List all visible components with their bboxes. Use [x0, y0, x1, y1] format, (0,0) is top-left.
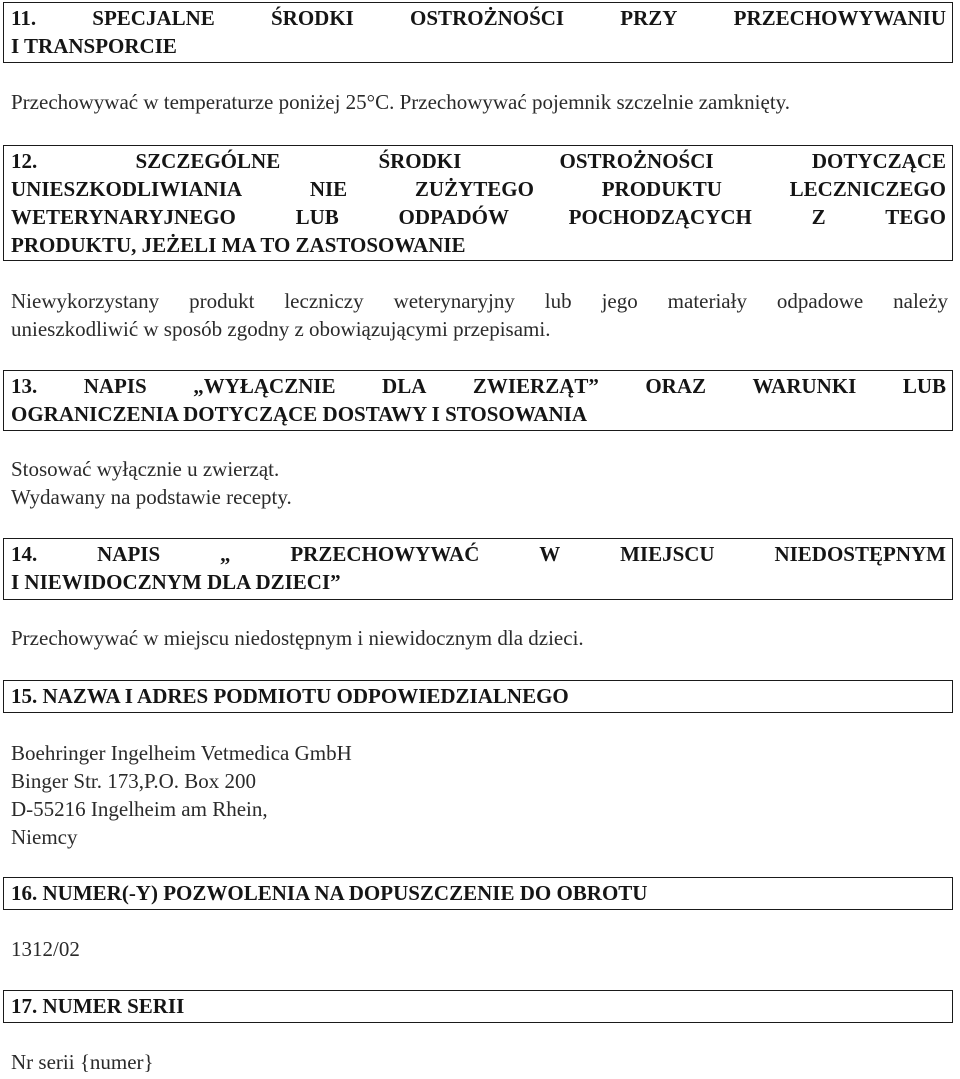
word: Z — [811, 205, 826, 229]
section-13-heading-line1 — [11, 372, 952, 400]
word: UNIESZKODLIWIANIA — [11, 177, 243, 201]
section-11-heading — [3, 2, 953, 63]
word: 12. — [11, 149, 38, 173]
word: SZCZEGÓLNE — [135, 149, 281, 173]
word: LUB — [902, 374, 946, 398]
section-16-heading — [3, 877, 953, 910]
word: lub — [544, 289, 572, 313]
word: MIEJSCU — [620, 542, 715, 566]
word: jego — [601, 289, 638, 313]
section-12-heading-line1 — [11, 147, 952, 175]
word: NIE — [309, 177, 348, 201]
section-15-heading — [3, 680, 953, 713]
address-country: Niemcy — [11, 825, 78, 849]
word: TEGO — [885, 205, 946, 229]
address-street: Binger Str. 173,P.O. Box 200 — [11, 769, 257, 793]
word: ŚRODKI — [378, 149, 462, 173]
word: OSTROŻNOŚCI — [559, 149, 714, 173]
section-14-body: Przechowywać w miejscu niedostępnym i niewidocznym dla dzieci. — [11, 626, 584, 650]
word: należy — [893, 289, 948, 313]
word: PRZECHOWYWANIU — [733, 6, 946, 30]
section-12-heading-line4: PRODUKTU, JEŻELI MA TO ZASTOSOWANIE — [11, 233, 466, 257]
word: PRZY — [620, 6, 678, 30]
word: SPECJALNE — [92, 6, 215, 30]
authorisation-number: 1312/02 — [11, 937, 80, 961]
word: OSTROŻNOŚCI — [410, 6, 565, 30]
word: NAPIS — [83, 374, 147, 398]
word: 14. — [11, 542, 38, 566]
word: NAPIS — [97, 542, 161, 566]
word: weterynaryjny — [393, 289, 515, 313]
section-13-body-line2: Wydawany na podstawie recepty. — [11, 485, 292, 509]
section-11-heading-line1 — [11, 4, 952, 32]
word: ODPADÓW — [398, 205, 509, 229]
section-13-body-line1: Stosować wyłącznie u zwierząt. — [11, 457, 280, 481]
section-14-heading-line1 — [11, 540, 952, 568]
word: materiały — [667, 289, 747, 313]
section-17-heading-text: 17. NUMER SERII — [11, 994, 185, 1018]
word: LUB — [295, 205, 339, 229]
section-12-heading — [3, 145, 953, 261]
word: WARUNKI — [752, 374, 857, 398]
word: ŚRODKI — [271, 6, 354, 30]
section-13-heading — [3, 370, 953, 431]
batch-number: Nr serii {numer} — [11, 1050, 154, 1074]
word: DLA — [382, 374, 427, 398]
word: LECZNICZEGO — [789, 177, 946, 201]
section-15-heading-text: 15. NAZWA I ADRES PODMIOTU ODPOWIEDZIALNEGO — [11, 684, 569, 708]
section-16-heading-text: 16. NUMER(-Y) POZWOLENIA NA DOPUSZCZENIE DO OBROTU — [11, 881, 648, 905]
section-17-heading — [3, 990, 953, 1023]
section-14-heading-line2: I NIEWIDOCZNYM DLA DZIECI” — [11, 570, 341, 594]
section-13-heading-line2: OGRANICZENIA DOTYCZĄCE DOSTAWY I STOSOWANIA — [11, 402, 588, 426]
word: POCHODZĄCYCH — [568, 205, 752, 229]
word: produkt — [189, 289, 255, 313]
word: WETERYNARYJNEGO — [11, 205, 236, 229]
word: 13. — [11, 374, 38, 398]
address-city: D-55216 Ingelheim am Rhein, — [11, 797, 268, 821]
section-12-heading-line2 — [11, 175, 952, 203]
word: ORAZ — [645, 374, 707, 398]
word: DOTYCZĄCE — [811, 149, 946, 173]
word: „ — [219, 542, 231, 566]
word: ZWIERZĄT” — [472, 374, 599, 398]
word: NIEDOSTĘPNYM — [774, 542, 946, 566]
section-12-heading-line3 — [11, 203, 952, 231]
word: PRZECHOWYWAĆ — [290, 542, 480, 566]
section-14-heading — [3, 538, 953, 600]
word: PRODUKTU — [601, 177, 722, 201]
word: 11. — [11, 6, 37, 30]
section-12-body-line1 — [11, 287, 948, 315]
address-company: Boehringer Ingelheim Vetmedica GmbH — [11, 741, 352, 765]
word: ZUŻYTEGO — [414, 177, 534, 201]
section-12-body-line2: unieszkodliwić w sposób zgodny z obowiązującymi przepisami. — [11, 317, 551, 341]
word: „WYŁĄCZNIE — [193, 374, 336, 398]
section-11-body: Przechowywać w temperaturze poniżej 25°C. Przechowywać pojemnik szczelnie zamknięty. — [11, 90, 791, 114]
section-11-heading-line2: I TRANSPORCIE — [11, 34, 177, 58]
word: Niewykorzystany — [11, 289, 160, 313]
word: leczniczy — [284, 289, 364, 313]
word: W — [539, 542, 561, 566]
word: odpadowe — [776, 289, 864, 313]
